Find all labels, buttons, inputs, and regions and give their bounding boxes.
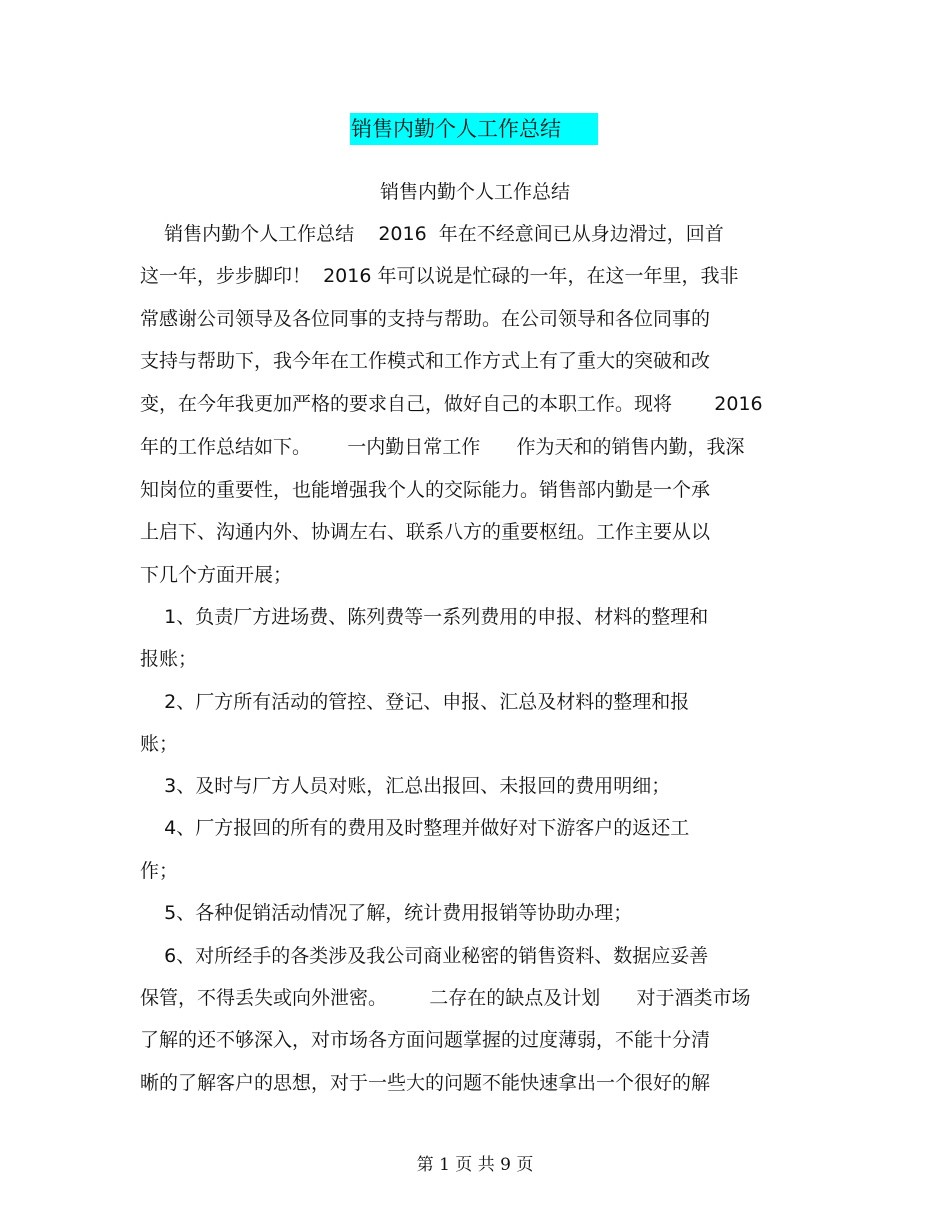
body-line: 上启下、沟通内外、协调左右、联系八方的重要枢纽。工作主要从以 bbox=[140, 521, 711, 543]
page-footer: 第 1 页 共 9 页 bbox=[416, 1155, 534, 1175]
body-line: 知岗位的重要性，也能增强我个人的交际能力。销售部内勤是一个承 bbox=[140, 479, 711, 501]
body-line: 账； bbox=[140, 733, 179, 755]
body-line: 常感谢公司领导及各位同事的支持与帮助。在公司领导和各位同事的 bbox=[140, 308, 711, 330]
body-line: 2、厂方所有活动的管控、登记、申报、汇总及材料的整理和报 bbox=[140, 691, 690, 713]
document-subtitle: 销售内勤个人工作总结 bbox=[379, 181, 570, 203]
body-line: 下几个方面开展； bbox=[140, 564, 293, 586]
body-line: 这一年，步步脚印！ 2016 年可以说是忙碌的一年，在这一年里，我非 bbox=[140, 265, 739, 287]
body-line: 年的工作总结如下。 一内勤日常工作 作为天和的销售内勤，我深 bbox=[140, 436, 745, 458]
document-title-highlight bbox=[350, 113, 598, 145]
document-title: 销售内勤个人工作总结 bbox=[351, 117, 561, 141]
body-line: 晰的了解客户的思想，对于一些大的问题不能快速拿出一个很好的解 bbox=[140, 1072, 711, 1094]
body-line: 变，在今年我更加严格的要求自己，做好自己的本职工作。现将 2016 bbox=[140, 393, 763, 415]
body-line: 6、对所经手的各类涉及我公司商业秘密的销售资料、数据应妥善 bbox=[140, 945, 709, 967]
body-line: 报账； bbox=[140, 648, 198, 670]
body-line: 3、及时与厂方人员对账，汇总出报回、未报回的费用明细； bbox=[140, 775, 671, 797]
body-line: 1、负责厂方进场费、陈列费等一系列费用的申报、材料的整理和 bbox=[140, 606, 709, 628]
body-line: 作； bbox=[140, 860, 179, 882]
body-line: 保管，不得丢失或向外泄密。 二存在的缺点及计划 对于酒类市场 bbox=[140, 987, 751, 1009]
body-line: 支持与帮助下，我今年在工作模式和工作方式上有了重大的突破和改 bbox=[140, 350, 711, 372]
body-line: 5、各种促销活动情况了解，统计费用报销等协助办理； bbox=[140, 902, 633, 924]
body-line: 了解的还不够深入，对市场各方面问题掌握的过度薄弱，不能十分清 bbox=[140, 1029, 711, 1051]
body-line: 4、厂方报回的所有的费用及时整理并做好对下游客户的返还工 bbox=[140, 817, 690, 839]
body-line: 销售内勤个人工作总结 2016 年在不经意间已从身边滑过，回首 bbox=[140, 223, 724, 245]
